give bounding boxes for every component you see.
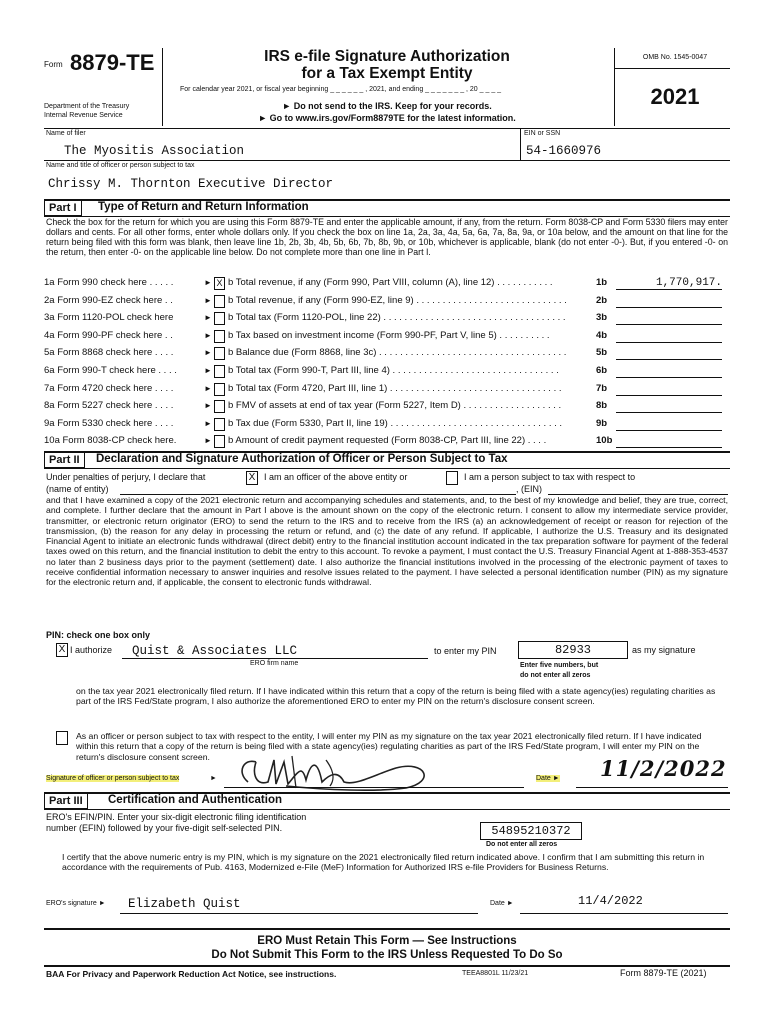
row-form-label: 1a Form 990 check here . . . . . [44, 277, 174, 288]
part1-row [44, 275, 734, 291]
row-amount-line [616, 363, 722, 378]
row-checkbox[interactable] [214, 365, 225, 378]
row-line-number: 8b [596, 400, 608, 412]
part1-instructions: Check the box for the return for which you are using this Form 8879-TE and enter the applicable amount, if any, from the return. Form 8038-CP and Form 5330 filers may enter dollars and cents. For all other forms, enter whole dollars only. If you check the box on line 1a, 2a, 3a, 4a, 5a, 6a, 7a, 8a, 9a, or 10a below, and the amount on that line for the return being filed with this form was blank, then leave line 1b, 2b, 3b, 4b, 5b, 6b, 7b, 8b, 9b, or 10b, whichever is applicable, blank (do not enter -0-). But, if you entered -0- on the return, then enter -0- on the applicable line below. Do not complete more than one line in Part I. [46, 217, 728, 258]
row-checkbox[interactable] [214, 400, 225, 413]
row-checkbox[interactable]: X [214, 277, 225, 290]
person-checkbox[interactable] [446, 471, 458, 485]
form-reference: Form 8879-TE (2021) [620, 968, 707, 978]
row-amount-line [616, 433, 722, 448]
part1-row [44, 293, 734, 309]
ero-firm-label: ERO firm name [250, 660, 299, 667]
arrow-icon: ► [204, 418, 212, 428]
form-title-line2: for a Tax Exempt Entity [301, 65, 473, 82]
self-enter-pin-checkbox[interactable] [56, 731, 68, 745]
arrow-icon: ► [204, 278, 212, 287]
row-line-number: 9b [596, 417, 608, 429]
pin-note1: Enter five numbers, but [520, 662, 599, 669]
part1-row [44, 363, 734, 379]
row-line-number: 10b [596, 435, 613, 447]
ero-signature-label: ERO's signature ► [46, 900, 106, 907]
dept-line1: Department of the Treasury [44, 103, 130, 110]
row-description: b Total tax (Form 4720, Part III, line 1) . . . . . . . . . . . . . . . . . . . . . . . . . . . . . . . . . [228, 382, 562, 394]
filer-name-label: Name of filer [46, 130, 86, 137]
row-checkbox[interactable] [214, 330, 225, 343]
row-checkbox[interactable] [214, 347, 225, 360]
row-description: b Total revenue, if any (Form 990, Part VIII, column (A), line 12) . . . . . . . . . . . [228, 277, 553, 288]
efin-text1: ERO's EFIN/PIN. Enter your six-digit electronic filing identification [46, 812, 307, 822]
person-text: I am a person subject to tax with respect to [464, 472, 636, 482]
officer-signature-label: Signature of officer or person subject to tax [46, 775, 180, 782]
row-description: b Total revenue, if any (Form 990-EZ, line 9) . . . . . . . . . . . . . . . . . . . . . . . . . . . . . [228, 294, 567, 306]
part1-tag: Part I [44, 200, 82, 216]
officer-label: Name and title of officer or person subject to tax [46, 162, 195, 169]
instruction-website: ► Go to www.irs.gov/Form8879TE for the latest information. [258, 113, 516, 123]
ero-authorization-paragraph: on the tax year 2021 electronically filed return. If I have indicated within this return that a copy of the return is being filed with a state agency(ies) regulating charities as part of the IRS Fed/State program, I also authorize the aforementioned ERO to enter my PIN on the return's disclosure consent screen. [76, 686, 716, 707]
efin-pin-value: 54895210372 [480, 822, 582, 840]
form-number: 8879-TE [70, 50, 155, 75]
row-form-label: 2a Form 990-EZ check here . . [44, 294, 173, 306]
ein-value: 54-1660976 [526, 144, 602, 158]
row-line-number: 3b [596, 312, 608, 324]
part1-row [44, 328, 734, 344]
row-line-number: 5b [596, 347, 608, 359]
part1-row [44, 381, 734, 397]
arrow-icon: ► [204, 330, 212, 340]
ero-signature-value: Elizabeth Quist [128, 897, 241, 911]
arrow-icon: ► [204, 401, 212, 411]
arrow-icon: ► [204, 366, 212, 375]
enter-pin-text: to enter my PIN [434, 646, 497, 656]
row-description: b Amount of credit payment requested (Form 8038-CP, Part III, line 22) . . . . [228, 435, 547, 447]
omb-number: OMB No. 1545-0047 [642, 54, 708, 61]
arrow-icon: ► [204, 295, 212, 305]
row-amount-line [616, 293, 722, 308]
retain-line1: ERO Must Retain This Form — See Instructions [257, 935, 517, 947]
officer-text: I am an officer of the above entity or [264, 472, 408, 482]
part1-title: Type of Return and Return Information [98, 201, 309, 213]
arrow-icon: ► [204, 348, 212, 358]
form-title-line1: IRS e-file Signature Authorization [264, 48, 510, 65]
instruction-do-not-send: ► Do not send to the IRS. Keep for your records. [282, 101, 492, 111]
part2-title: Declaration and Signature Authorization of Officer or Person Subject to Tax [96, 453, 508, 465]
row-line-number: 7b [596, 382, 608, 394]
as-signature-text: as my signature [632, 645, 696, 655]
row-description: b FMV of assets at end of tax year (Form 5227, Item D) . . . . . . . . . . . . . . . . . . . [228, 400, 562, 412]
ero-date-label: Date ► [490, 900, 514, 907]
calendar-line: For calendar year 2021, or fiscal year beginning _ _ _ _ _ _ , 2021, and ending _ _ _ _ _ _ _ , 20 _ _ _ _ [180, 86, 502, 93]
row-form-label: 4a Form 990-PF check here . . [44, 329, 173, 341]
part1-row [44, 345, 734, 361]
row-line-number: 2b [596, 294, 608, 306]
part3-title: Certification and Authentication [108, 794, 282, 806]
form-label: Form [44, 60, 63, 69]
row-description: b Balance due (Form 8868, line 3c) . . . . . . . . . . . . . . . . . . . . . . . . . . . . . . . . . . . . [228, 347, 567, 359]
part3-tag: Part III [44, 793, 88, 809]
officer-pin-value: 82933 [518, 641, 628, 659]
row-amount-line [616, 398, 722, 413]
arrow-icon: ► [204, 436, 212, 446]
signature-date-value: 11/2/2022 [600, 756, 727, 781]
row-form-label: 5a Form 8868 check here . . . . [44, 347, 174, 359]
row-checkbox[interactable] [214, 383, 225, 396]
row-amount-line [616, 310, 722, 325]
row-amount-line [616, 416, 722, 431]
officer-value: Chrissy M. Thornton Executive Director [48, 177, 334, 191]
authorize-ero-checkbox[interactable]: X [56, 643, 68, 657]
pin-heading: PIN: check one box only [46, 630, 151, 640]
row-line-number: 6b [596, 365, 608, 376]
ero-firm-name: Quist & Associates LLC [132, 644, 298, 658]
row-form-label: 7a Form 4720 check here . . . . [44, 382, 174, 394]
declaration-body: and that I have examined a copy of the 2021 electronic return and accompanying schedules and statements, and, to the best of my knowledge and belief, they are true, correct, and complete. I further declare that the amount in Part I above is the amount shown on the copy of the electronic return. I consent to allow my intermediate service provider, transmitter, or electronic return originator (ERO) to send the return to the IRS and to receive from the IRS (a) an acknowledgement of receipt or reason for rejection of the transmission, (b) the reason for any delay in processing the return or refund, and (c) the date of any refund. If applicable, I authorize the U.S. Treasury and its designated Financial Agent to initiate an electronic funds withdrawal (direct debit) entry to the financial institution account indicated in the tax preparation software for payment of the federal taxes owed on this return, and the financial institution to debit the entry to this account. To revoke a payment, I must contact the U.S. Treasury Financial Agent at 1-888-353-4537 no later than 2 business days prior to the payment (settlement) date. I also authorize the financial institutions involved in the processing of the electronic payment of taxes to receive confidential information necessary to answer inquiries and resolve issues related to the payment. I have selected a personal identification number (PIN) as my signature for the electronic return and, if applicable, the consent to electronic funds withdrawal. [46, 495, 728, 587]
row-line-number: 4b [596, 329, 608, 341]
certification-text: I certify that the above numeric entry is my PIN, which is my signature on the 2021 electronically filed return indicated above. I confirm that I am submitting this return in accordance with the requirements of Pub. 4163, Modernized e-File (MeF) Information for Authorized IRS e-file Providers for Business Returns. [62, 852, 705, 873]
dept-line2: Internal Revenue Service [44, 112, 123, 119]
form-code: TEEA8801L 11/23/21 [462, 970, 529, 977]
row-checkbox[interactable] [214, 435, 225, 448]
tax-year: 2021 [650, 84, 700, 109]
row-line-number: 1b [596, 277, 608, 288]
arrow-icon: ► [204, 383, 212, 393]
ein-paren-label: , (EIN) [516, 484, 542, 494]
part1-row [44, 433, 734, 449]
retain-line2: Do Not Submit This Form to the IRS Unless Requested To Do So [211, 949, 563, 961]
row-form-label: 9a Form 5330 check here . . . . [44, 417, 174, 429]
row-checkbox[interactable] [214, 418, 225, 431]
ero-date-value: 11/4/2022 [578, 894, 643, 908]
filer-name-value: The Myositis Association [64, 144, 245, 158]
row-description: b Total tax (Form 990-T, Part III, line 4) . . . . . . . . . . . . . . . . . . . . . . . . . . . . . . . . [228, 365, 559, 376]
row-checkbox[interactable] [214, 312, 225, 325]
pin-note2: do not enter all zeros [520, 672, 591, 679]
row-description: b Total tax (Form 1120-POL, line 22) . . . . . . . . . . . . . . . . . . . . . . . . . . . . . . . . . . . [228, 312, 566, 324]
signature-date-label: Date ► [536, 775, 560, 782]
row-form-label: 8a Form 5227 check here . . . . [44, 400, 174, 412]
part1-row [44, 416, 734, 432]
officer-checkbox[interactable]: X [246, 471, 258, 485]
row-amount-line [616, 328, 722, 343]
row-description: b Tax due (Form 5330, Part II, line 19) . . . . . . . . . . . . . . . . . . . . . . . . . . . . . . . . . [228, 417, 563, 429]
authorize-text: I authorize [70, 645, 113, 655]
row-amount-line [616, 381, 722, 396]
row-amount-value: 1,770,917. [655, 277, 722, 289]
part1-row [44, 398, 734, 414]
row-form-label: 6a Form 990-T check here . . . . [44, 365, 177, 376]
declaration-start: Under penalties of perjury, I declare that [46, 472, 206, 482]
part2-tag: Part II [44, 452, 85, 468]
part1-row [44, 310, 734, 326]
row-description: b Tax based on investment income (Form 990-PF, Part V, line 5) . . . . . . . . . . [228, 329, 550, 341]
efin-text2: number (EFIN) followed by your five-digit self-selected PIN. [46, 823, 283, 833]
name-entity-label: (name of entity) [46, 484, 109, 494]
row-amount-line [616, 345, 722, 360]
efin-note: Do not enter all zeros [486, 841, 558, 848]
row-form-label: 3a Form 1120-POL check here [44, 312, 174, 324]
arrow-icon: ► [204, 313, 212, 323]
row-checkbox[interactable] [214, 295, 225, 308]
row-form-label: 10a Form 8038-CP check here. [44, 435, 177, 447]
ein-label: EIN or SSN [524, 130, 561, 137]
baa-notice: BAA For Privacy and Paperwork Reduction Act Notice, see instructions. [46, 969, 337, 979]
self-pin-paragraph: As an officer or person subject to tax with respect to the entity, I will enter my PIN as my signature on the tax year 2021 electronically filed return. If I have indicated within this return that a copy of the return is being filed with a state agency(ies) regulating charities as part of the IRS Fed/State program, I will enter my PIN on the return's disclosure consent screen. [76, 731, 702, 762]
